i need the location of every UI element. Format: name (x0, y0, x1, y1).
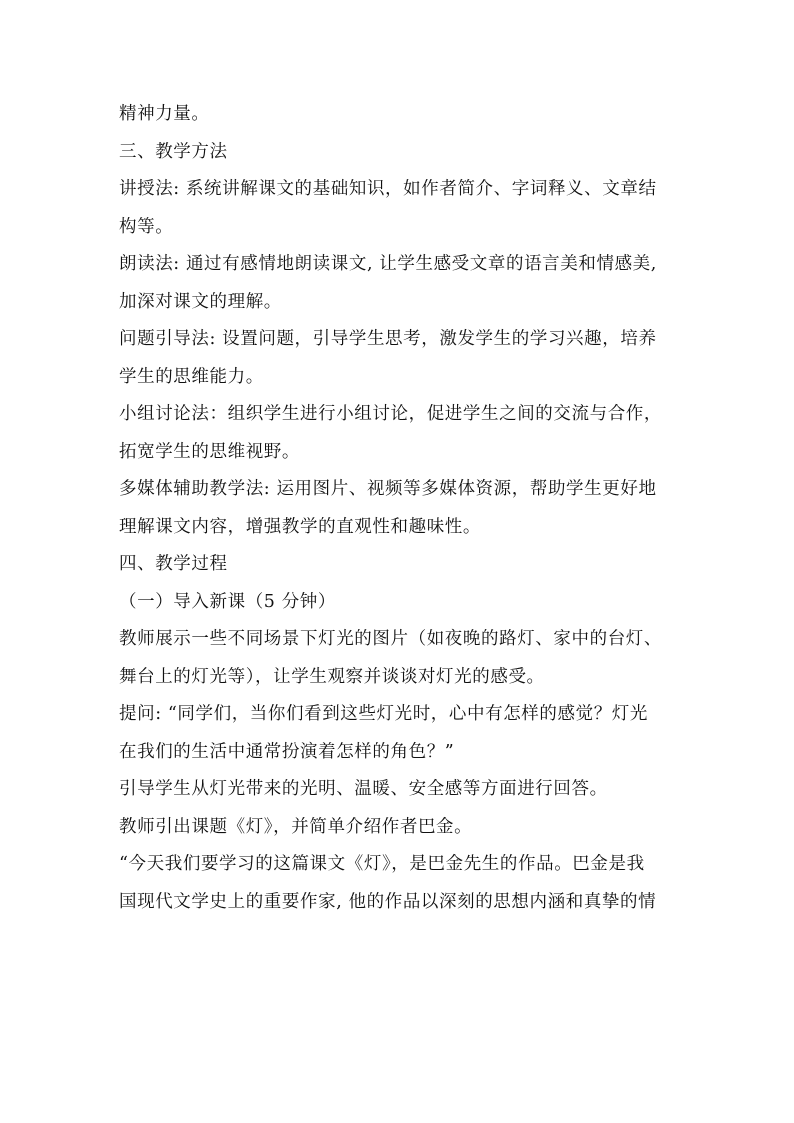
document-body (119, 96, 685, 921)
text-line: 理解课文内容，增强教学的直观性和趣味性。 (119, 516, 481, 537)
section-heading-teaching-process: 四、教学过程 (119, 554, 228, 574)
text-line: 提问: “同学们，当你们看到这些灯光时，心中有怎样的感觉？灯光 (119, 704, 649, 724)
text-line: 教师展示一些不同场景下灯光的图片（如夜晚的路灯、家中的台灯、 (119, 629, 662, 649)
text-line: 小组讨论法：组织学生进行小组讨论，促进学生之间的交流与合作， (119, 404, 662, 424)
subsection-heading-introduction: （一）导入新课（5 分钟） (119, 591, 336, 612)
section-heading-teaching-methods: 三、教学方法 (119, 141, 228, 162)
text-line: 引导学生从灯光带来的光明、温暖、安全感等方面进行回答。 (119, 779, 608, 799)
text-line: 拓宽学生的思维视野。 (119, 441, 300, 462)
text-line: 教师引出课题《灯》，并简单介绍作者巴金。 (119, 816, 473, 837)
text-line: 学生的思维能力。 (119, 366, 264, 387)
text-line: 构等。 (119, 216, 174, 237)
text-line: 精神力量。 (119, 104, 210, 124)
text-line: 在我们的生活中通常扮演着怎样的角色？” (119, 741, 455, 762)
text-line: 讲授法: 系统讲解课文的基础知识，如作者简介、字词释义、文章结 (119, 179, 657, 199)
text-line: 朗读法: 通过有感情地朗读课文, 让学生感受文章的语言美和情感美, (119, 254, 657, 274)
text-line: 问题引导法: 设置问题，引导学生思考，激发学生的学习兴趣，培养 (119, 329, 657, 349)
text-line: 多媒体辅助教学法: 运用图片、视频等多媒体资源，帮助学生更好地 (119, 479, 657, 499)
text-line: 加深对课文的理解。 (119, 291, 282, 312)
text-line: “今天我们要学习的这篇课文《灯》，是巴金先生的作品。巴金是我 (119, 854, 645, 874)
text-line: 国现代文学史上的重要作家, 他的作品以深刻的思想内涵和真挚的情 (119, 891, 657, 912)
text-line: 舞台上的灯光等），让学生观察并谈谈对灯光的感受。 (119, 666, 545, 687)
